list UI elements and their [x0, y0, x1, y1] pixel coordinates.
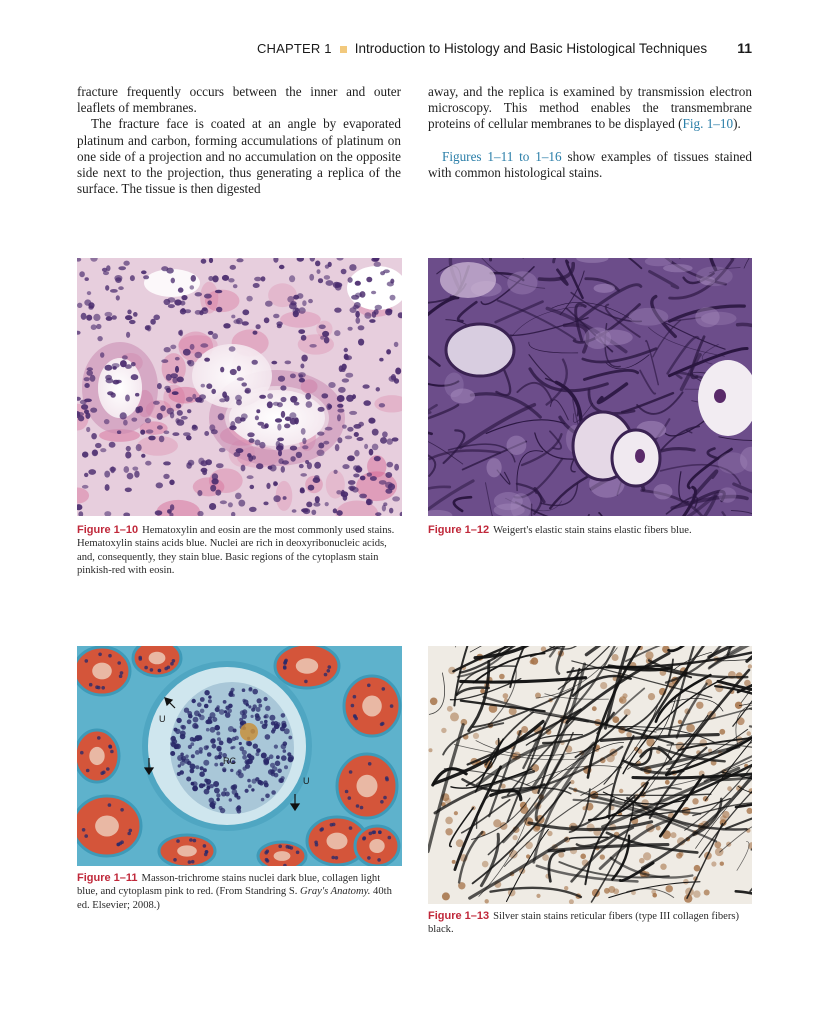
running-header: [60, 40, 752, 60]
figure-1-12-micrograph: [428, 258, 752, 516]
paragraph: The fracture face is coated at an angle by evaporated platinum and carbon, forming accumulations of platinum on one side of a projection and no accumulation on the opposite side next to the projection, thus generating a replica of the surface. The tissue is then digested: [77, 116, 401, 197]
annotation-label: RC: [223, 756, 236, 766]
figure-label: Figure 1–10: [77, 524, 139, 536]
figure-label: Figure 1–13: [428, 910, 490, 922]
text-column-right: [428, 84, 752, 181]
paragraph: Figures 1–11 to 1–16 show examples of tissues stained with common histological stains.: [428, 148, 752, 180]
figure-label: Figure 1–12: [428, 524, 490, 536]
paragraph: fracture frequently occurs between the inner and outer leaflets of membranes.: [77, 84, 401, 116]
chapter-title: Introduction to Histology and Basic Histological Techniques: [354, 41, 708, 56]
figure-1-10-caption: Figure 1–10 Hematoxylin and eosin are the most commonly used stains. Hematoxylin stains acids blue. Nuclei are rich in deoxyribonucleic acids, and, consequently, they stain blue. Basic regions of the cytoplasm stain pinkish-red with eosin.: [77, 524, 395, 577]
text-column-left: [77, 84, 401, 197]
annotation-label: U: [303, 776, 310, 786]
figure-1-11-micrograph: [77, 646, 402, 866]
figure-reference-link[interactable]: Figures 1–11 to 1–16: [442, 148, 562, 164]
annotation-label: U: [159, 714, 166, 724]
figure-1-13-caption: Figure 1–13 Silver stain stains reticular fibers (type III collagen fibers) black.: [428, 910, 740, 936]
figure-1-12-caption: Figure 1–12 Weigert's elastic stain stains elastic fibers blue.: [428, 524, 692, 536]
figure-1-10-micrograph: [77, 258, 402, 516]
header-square-bullet: [340, 46, 347, 53]
chapter-label: CHAPTER 1: [256, 41, 332, 56]
page-number: 11: [737, 40, 752, 56]
figure-label: Figure 1–11: [77, 872, 138, 884]
figure-1-13-micrograph: [428, 646, 752, 904]
figure-1-11-caption: Figure 1–11 Masson-trichrome stains nuclei dark blue, collagen light blue, and cytoplasm pink to red. (From Standring S. Gray's Anatomy. 40th ed. Elsevier; 2008.): [77, 872, 392, 911]
paragraph: away, and the replica is examined by transmission electron microscopy. This method enables the transmembrane proteins of cellular membranes to be displayed (Fig. 1–10).: [428, 84, 752, 132]
figure-reference-link[interactable]: Fig. 1–10: [682, 116, 734, 132]
